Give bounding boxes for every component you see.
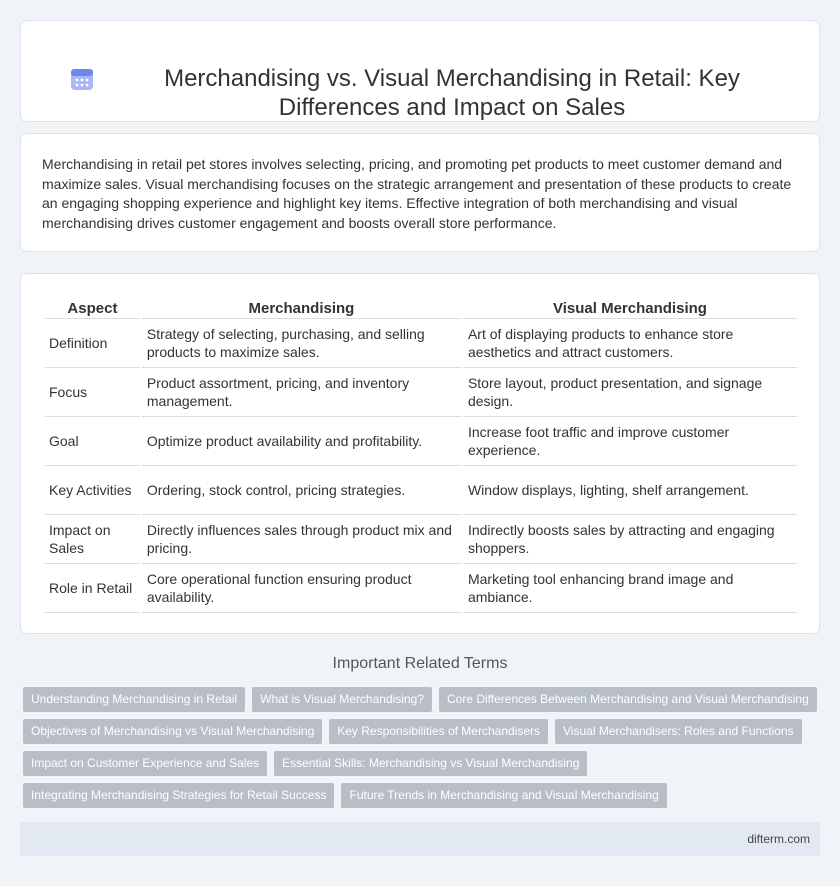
related-term-link[interactable]: Visual Merchandisers: Roles and Functions xyxy=(555,719,802,744)
row-visual-merchandising: Increase foot traffic and improve customer experience. xyxy=(463,417,797,466)
intro-card xyxy=(20,133,820,252)
row-aspect: Impact on Sales xyxy=(45,515,140,564)
row-merchandising: Ordering, stock control, pricing strategies. xyxy=(142,466,461,515)
calendar-icon xyxy=(69,66,95,92)
related-term-link[interactable]: Essential Skills: Merchandising vs Visual Merchandising xyxy=(274,751,587,776)
related-term-link[interactable]: What is Visual Merchandising? xyxy=(252,687,432,712)
comparison-card xyxy=(20,273,820,634)
page-title: Merchandising vs. Visual Merchandising in Retail: Key Differences and Impact on Sales xyxy=(164,65,740,121)
header-card xyxy=(20,20,820,122)
related-term-link[interactable]: Understanding Merchandising in Retail xyxy=(23,687,245,712)
row-aspect: Key Activities xyxy=(45,466,140,515)
row-visual-merchandising: Indirectly boosts sales by attracting and engaging shoppers. xyxy=(463,515,797,564)
row-aspect: Goal xyxy=(45,417,140,466)
table-row xyxy=(45,515,797,564)
footer-site[interactable]: difterm.com xyxy=(747,832,810,846)
header-visual-merchandising: Visual Merchandising xyxy=(463,296,797,319)
row-aspect: Definition xyxy=(45,319,140,368)
header-merchandising: Merchandising xyxy=(142,296,461,319)
row-visual-merchandising: Art of displaying products to enhance store aesthetics and attract customers. xyxy=(463,319,797,368)
row-aspect: Role in Retail xyxy=(45,564,140,613)
comparison-table xyxy=(43,296,799,613)
table-row xyxy=(45,368,797,417)
related-term-link[interactable]: Key Responsibilities of Merchandisers xyxy=(329,719,548,744)
row-merchandising: Optimize product availability and profitability. xyxy=(142,417,461,466)
row-merchandising: Core operational function ensuring product availability. xyxy=(142,564,461,613)
row-visual-merchandising: Window displays, lighting, shelf arrangement. xyxy=(463,466,797,515)
row-visual-merchandising: Store layout, product presentation, and signage design. xyxy=(463,368,797,417)
header-aspect: Aspect xyxy=(45,296,140,319)
related-term-link[interactable]: Integrating Merchandising Strategies for Retail Success xyxy=(23,783,334,808)
related-term-link[interactable]: Future Trends in Merchandising and Visual Merchandising xyxy=(341,783,666,808)
related-term-link[interactable]: Core Differences Between Merchandising and Visual Merchandising xyxy=(439,687,817,712)
footer xyxy=(20,822,820,856)
row-merchandising: Product assortment, pricing, and inventory management. xyxy=(142,368,461,417)
table-row xyxy=(45,466,797,515)
row-aspect: Focus xyxy=(45,368,140,417)
related-term-link[interactable]: Impact on Customer Experience and Sales xyxy=(23,751,267,776)
table-row xyxy=(45,564,797,613)
row-merchandising: Directly influences sales through product mix and pricing. xyxy=(142,515,461,564)
related-terms-title: Important Related Terms xyxy=(332,655,508,672)
table-row xyxy=(45,319,797,368)
related-terms-list xyxy=(23,687,823,815)
intro-text: Merchandising in retail pet stores involves selecting, pricing, and promoting pet products to meet customer demand and maximize sales. Visual merchandising focuses on the strategic arrangement and presentation of these products to create an engaging shopping experience and highlight key items. Effective integration of both merchandising and visual merchandising drives customer engagement and boosts overall store performance. xyxy=(42,156,792,231)
related-term-link[interactable]: Objectives of Merchandising vs Visual Merchandising xyxy=(23,719,322,744)
row-visual-merchandising: Marketing tool enhancing brand image and ambiance. xyxy=(463,564,797,613)
row-merchandising: Strategy of selecting, purchasing, and selling products to maximize sales. xyxy=(142,319,461,368)
table-row xyxy=(45,417,797,466)
table-header-row xyxy=(45,296,797,319)
